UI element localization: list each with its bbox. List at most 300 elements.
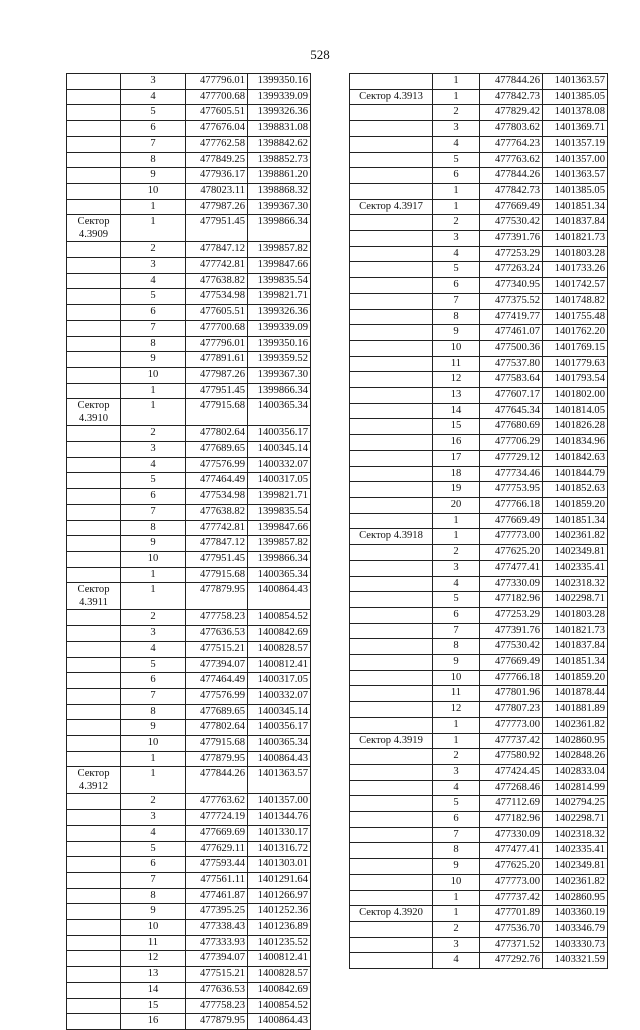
sector-cell — [350, 356, 433, 372]
x-coordinate-cell: 477891.61 — [186, 352, 248, 368]
table-row — [67, 951, 311, 967]
sector-cell — [67, 258, 121, 274]
sector-cell — [350, 639, 433, 655]
x-coordinate-cell: 477669.69 — [186, 825, 248, 841]
x-coordinate-cell: 477915.68 — [186, 567, 248, 583]
table-row — [67, 751, 311, 767]
table-row — [350, 513, 608, 529]
sector-cell — [350, 780, 433, 796]
point-number-cell: 7 — [121, 504, 186, 520]
table-row — [350, 921, 608, 937]
table-row — [350, 105, 608, 121]
y-coordinate-cell: 1401859.20 — [543, 497, 608, 513]
point-number-cell: 1 — [433, 183, 480, 199]
y-coordinate-cell: 1401316.72 — [248, 841, 311, 857]
x-coordinate-cell: 477583.64 — [480, 372, 543, 388]
x-coordinate-cell: 477802.64 — [186, 720, 248, 736]
sector-cell — [67, 489, 121, 505]
x-coordinate-cell: 477636.53 — [186, 982, 248, 998]
y-coordinate-cell: 1402318.32 — [543, 827, 608, 843]
x-coordinate-cell: 477576.99 — [186, 457, 248, 473]
y-coordinate-cell: 1402335.41 — [543, 843, 608, 859]
table-row — [67, 442, 311, 458]
point-number-cell: 16 — [433, 435, 480, 451]
x-coordinate-cell: 477802.64 — [186, 426, 248, 442]
table-row — [350, 325, 608, 341]
sector-cell — [350, 105, 433, 121]
y-coordinate-cell: 1400864.43 — [248, 583, 311, 610]
table-row — [350, 529, 608, 545]
x-coordinate-cell: 477636.53 — [186, 626, 248, 642]
point-number-cell: 1 — [121, 383, 186, 399]
y-coordinate-cell: 1399350.16 — [248, 74, 311, 90]
x-coordinate-cell: 477576.99 — [186, 688, 248, 704]
point-number-cell: 3 — [121, 442, 186, 458]
y-coordinate-cell: 1399835.54 — [248, 273, 311, 289]
x-coordinate-cell: 477182.96 — [480, 592, 543, 608]
table-row — [350, 827, 608, 843]
table-row — [350, 466, 608, 482]
table-row — [67, 258, 311, 274]
y-coordinate-cell: 1399339.09 — [248, 320, 311, 336]
sector-cell — [67, 242, 121, 258]
x-coordinate-cell: 477537.80 — [480, 356, 543, 372]
y-coordinate-cell: 1400356.17 — [248, 720, 311, 736]
y-coordinate-cell: 1402361.82 — [543, 874, 608, 890]
point-number-cell: 1 — [121, 583, 186, 610]
sector-cell — [67, 152, 121, 168]
x-coordinate-cell: 477764.23 — [480, 136, 543, 152]
sector-cell — [350, 859, 433, 875]
point-number-cell: 3 — [433, 121, 480, 137]
x-coordinate-cell: 477607.17 — [480, 388, 543, 404]
table-row — [350, 639, 608, 655]
table-row — [350, 812, 608, 828]
table-row — [67, 320, 311, 336]
table-row — [67, 583, 311, 610]
x-coordinate-cell: 477330.09 — [480, 827, 543, 843]
y-coordinate-cell: 1401344.76 — [248, 810, 311, 826]
sector-cell — [350, 702, 433, 718]
sector-cell — [350, 372, 433, 388]
sector-cell — [350, 419, 433, 435]
sector-cell — [67, 442, 121, 458]
point-number-cell: 6 — [121, 305, 186, 321]
point-number-cell: 8 — [433, 639, 480, 655]
y-coordinate-cell: 1402848.26 — [543, 749, 608, 765]
sector-cell — [350, 246, 433, 262]
point-number-cell: 1 — [433, 906, 480, 922]
y-coordinate-cell: 1401779.63 — [543, 356, 608, 372]
x-coordinate-cell: 477330.09 — [480, 576, 543, 592]
x-coordinate-cell: 477182.96 — [480, 812, 543, 828]
y-coordinate-cell: 1400365.34 — [248, 399, 311, 426]
y-coordinate-cell: 1402361.82 — [543, 529, 608, 545]
x-coordinate-cell: 477807.23 — [480, 702, 543, 718]
x-coordinate-cell: 477773.00 — [480, 717, 543, 733]
x-coordinate-cell: 477829.42 — [480, 105, 543, 121]
point-number-cell: 6 — [433, 607, 480, 623]
sector-cell — [350, 215, 433, 231]
point-number-cell: 7 — [433, 827, 480, 843]
y-coordinate-cell: 1402794.25 — [543, 796, 608, 812]
point-number-cell: 2 — [433, 749, 480, 765]
y-coordinate-cell: 1401851.34 — [543, 199, 608, 215]
y-coordinate-cell: 1399339.09 — [248, 89, 311, 105]
sector-cell: Сектор 4.3912 — [67, 767, 121, 794]
table-row — [67, 904, 311, 920]
point-number-cell: 1 — [121, 767, 186, 794]
point-number-cell: 4 — [121, 641, 186, 657]
sector-cell — [67, 872, 121, 888]
point-number-cell: 2 — [433, 545, 480, 561]
sector-cell — [67, 289, 121, 305]
point-number-cell: 2 — [121, 242, 186, 258]
point-number-cell: 10 — [433, 874, 480, 890]
y-coordinate-cell: 1398831.08 — [248, 121, 311, 137]
sector-cell — [67, 704, 121, 720]
table-row — [67, 626, 311, 642]
point-number-cell: 4 — [433, 136, 480, 152]
sector-cell — [350, 812, 433, 828]
coordinates-table-right — [349, 73, 608, 969]
table-row — [350, 937, 608, 953]
sector-cell — [67, 367, 121, 383]
sector-cell — [350, 592, 433, 608]
sector-cell — [350, 827, 433, 843]
x-coordinate-cell: 477689.65 — [186, 704, 248, 720]
y-coordinate-cell: 1399866.34 — [248, 383, 311, 399]
table-row — [350, 576, 608, 592]
point-number-cell: 5 — [121, 841, 186, 857]
table-row — [350, 607, 608, 623]
x-coordinate-cell: 477951.45 — [186, 383, 248, 399]
table-row — [350, 545, 608, 561]
sector-cell — [350, 953, 433, 969]
point-number-cell: 15 — [433, 419, 480, 435]
x-coordinate-cell: 477796.01 — [186, 336, 248, 352]
point-number-cell: 11 — [433, 356, 480, 372]
sector-cell: Сектор 4.3917 — [350, 199, 433, 215]
x-coordinate-cell: 477395.25 — [186, 904, 248, 920]
x-coordinate-cell: 477629.11 — [186, 841, 248, 857]
point-number-cell: 8 — [121, 520, 186, 536]
x-coordinate-cell: 477844.26 — [480, 168, 543, 184]
point-number-cell: 4 — [121, 273, 186, 289]
y-coordinate-cell: 1401252.36 — [248, 904, 311, 920]
table-row — [350, 890, 608, 906]
point-number-cell: 20 — [433, 497, 480, 513]
sector-cell — [67, 810, 121, 826]
sector-cell — [67, 536, 121, 552]
x-coordinate-cell: 477461.87 — [186, 888, 248, 904]
y-coordinate-cell: 1400864.43 — [248, 751, 311, 767]
point-number-cell: 3 — [433, 764, 480, 780]
table-row — [67, 857, 311, 873]
table-row — [67, 399, 311, 426]
table-row — [67, 998, 311, 1014]
x-coordinate-cell: 477253.29 — [480, 246, 543, 262]
table-row — [350, 560, 608, 576]
x-coordinate-cell: 477987.26 — [186, 199, 248, 215]
point-number-cell: 1 — [433, 513, 480, 529]
y-coordinate-cell: 1402298.71 — [543, 812, 608, 828]
x-coordinate-cell: 477801.96 — [480, 686, 543, 702]
x-coordinate-cell: 477689.65 — [186, 442, 248, 458]
table-row — [350, 702, 608, 718]
sector-cell — [67, 426, 121, 442]
sector-cell — [350, 717, 433, 733]
sector-cell — [67, 720, 121, 736]
table-row — [350, 655, 608, 671]
point-number-cell: 1 — [433, 717, 480, 733]
y-coordinate-cell: 1401803.28 — [543, 246, 608, 262]
sector-cell — [67, 183, 121, 199]
x-coordinate-cell: 477515.21 — [186, 641, 248, 657]
table-row — [350, 780, 608, 796]
y-coordinate-cell: 1403346.79 — [543, 921, 608, 937]
point-number-cell: 9 — [121, 168, 186, 184]
x-coordinate-cell: 477534.98 — [186, 289, 248, 305]
sector-cell — [67, 794, 121, 810]
x-coordinate-cell: 477333.93 — [186, 935, 248, 951]
point-number-cell: 13 — [433, 388, 480, 404]
table-row — [350, 859, 608, 875]
y-coordinate-cell: 1398842.62 — [248, 136, 311, 152]
y-coordinate-cell: 1399367.30 — [248, 199, 311, 215]
table-row — [350, 388, 608, 404]
x-coordinate-cell: 477391.76 — [480, 623, 543, 639]
x-coordinate-cell: 477263.24 — [480, 262, 543, 278]
point-number-cell: 2 — [433, 921, 480, 937]
y-coordinate-cell: 1400332.07 — [248, 457, 311, 473]
point-number-cell: 18 — [433, 466, 480, 482]
sector-cell — [350, 655, 433, 671]
sector-cell — [350, 843, 433, 859]
point-number-cell: 10 — [121, 920, 186, 936]
y-coordinate-cell: 1401363.57 — [543, 74, 608, 90]
x-coordinate-cell: 477112.69 — [480, 796, 543, 812]
table-row — [350, 592, 608, 608]
sector-cell — [67, 888, 121, 904]
point-number-cell: 9 — [121, 352, 186, 368]
y-coordinate-cell: 1401363.57 — [248, 767, 311, 794]
point-number-cell: 8 — [433, 309, 480, 325]
sector-cell — [67, 168, 121, 184]
sector-cell — [67, 951, 121, 967]
point-number-cell: 7 — [121, 136, 186, 152]
point-number-cell: 7 — [121, 872, 186, 888]
sector-cell — [67, 688, 121, 704]
table-row — [350, 231, 608, 247]
point-number-cell: 11 — [433, 686, 480, 702]
sector-cell — [350, 450, 433, 466]
sector-cell — [350, 231, 433, 247]
sector-cell — [350, 278, 433, 294]
y-coordinate-cell: 1401793.54 — [543, 372, 608, 388]
y-coordinate-cell: 1402814.99 — [543, 780, 608, 796]
y-coordinate-cell: 1398861.20 — [248, 168, 311, 184]
table-row — [67, 105, 311, 121]
sector-cell — [350, 262, 433, 278]
x-coordinate-cell: 477849.25 — [186, 152, 248, 168]
sector-cell — [350, 121, 433, 137]
point-number-cell: 1 — [433, 199, 480, 215]
table-row — [67, 841, 311, 857]
y-coordinate-cell: 1400812.41 — [248, 657, 311, 673]
y-coordinate-cell: 1399326.36 — [248, 105, 311, 121]
page-number: 528 — [310, 47, 330, 62]
point-number-cell: 2 — [121, 426, 186, 442]
x-coordinate-cell: 477391.76 — [480, 231, 543, 247]
table-row — [67, 1014, 311, 1030]
x-coordinate-cell: 477766.18 — [480, 670, 543, 686]
x-coordinate-cell: 477625.20 — [480, 545, 543, 561]
y-coordinate-cell: 1400356.17 — [248, 426, 311, 442]
sector-cell — [67, 673, 121, 689]
x-coordinate-cell: 477763.62 — [186, 794, 248, 810]
table-row — [350, 796, 608, 812]
sector-cell — [350, 545, 433, 561]
point-number-cell: 3 — [121, 810, 186, 826]
y-coordinate-cell: 1401363.57 — [543, 168, 608, 184]
y-coordinate-cell: 1401266.97 — [248, 888, 311, 904]
x-coordinate-cell: 477419.77 — [480, 309, 543, 325]
point-number-cell: 3 — [433, 560, 480, 576]
point-number-cell: 7 — [121, 688, 186, 704]
point-number-cell: 3 — [433, 937, 480, 953]
sector-cell — [67, 199, 121, 215]
y-coordinate-cell: 1399857.82 — [248, 242, 311, 258]
sector-cell — [350, 74, 433, 90]
point-number-cell: 3 — [121, 626, 186, 642]
x-coordinate-cell: 477292.76 — [480, 953, 543, 969]
y-coordinate-cell: 1400828.57 — [248, 641, 311, 657]
table-row — [67, 168, 311, 184]
sector-cell — [67, 1014, 121, 1030]
point-number-cell: 4 — [121, 457, 186, 473]
y-coordinate-cell: 1401236.89 — [248, 920, 311, 936]
x-coordinate-cell: 477936.17 — [186, 168, 248, 184]
y-coordinate-cell: 1400317.05 — [248, 673, 311, 689]
y-coordinate-cell: 1401733.26 — [543, 262, 608, 278]
point-number-cell: 5 — [121, 289, 186, 305]
y-coordinate-cell: 1402318.32 — [543, 576, 608, 592]
table-row — [67, 520, 311, 536]
table-row — [350, 89, 608, 105]
point-number-cell: 1 — [433, 733, 480, 749]
sector-cell — [350, 325, 433, 341]
x-coordinate-cell: 477638.82 — [186, 504, 248, 520]
y-coordinate-cell: 1401842.63 — [543, 450, 608, 466]
point-number-cell: 10 — [433, 340, 480, 356]
table-row — [350, 199, 608, 215]
table-row — [67, 504, 311, 520]
x-coordinate-cell: 478023.11 — [186, 183, 248, 199]
y-coordinate-cell: 1399847.66 — [248, 520, 311, 536]
y-coordinate-cell: 1400812.41 — [248, 951, 311, 967]
table-row — [350, 340, 608, 356]
point-number-cell: 4 — [433, 246, 480, 262]
y-coordinate-cell: 1401844.79 — [543, 466, 608, 482]
sector-cell: Сектор 4.3918 — [350, 529, 433, 545]
point-number-cell: 5 — [433, 796, 480, 812]
table-row — [350, 749, 608, 765]
y-coordinate-cell: 1401837.84 — [543, 215, 608, 231]
sector-cell — [350, 749, 433, 765]
sector-cell — [67, 841, 121, 857]
x-coordinate-cell: 477340.95 — [480, 278, 543, 294]
point-number-cell: 10 — [121, 551, 186, 567]
point-number-cell: 6 — [121, 857, 186, 873]
y-coordinate-cell: 1402349.81 — [543, 545, 608, 561]
point-number-cell: 9 — [433, 325, 480, 341]
x-coordinate-cell: 477879.95 — [186, 1014, 248, 1030]
sector-cell — [67, 736, 121, 752]
table-row — [67, 794, 311, 810]
y-coordinate-cell: 1399326.36 — [248, 305, 311, 321]
table-row — [350, 246, 608, 262]
x-coordinate-cell: 477700.68 — [186, 320, 248, 336]
table-row — [67, 136, 311, 152]
table-row — [67, 242, 311, 258]
table-row — [350, 670, 608, 686]
y-coordinate-cell: 1400365.34 — [248, 736, 311, 752]
point-number-cell: 17 — [433, 450, 480, 466]
x-coordinate-cell: 477734.46 — [480, 466, 543, 482]
table-row — [67, 215, 311, 242]
sector-cell — [67, 610, 121, 626]
sector-cell: Сектор 4.3909 — [67, 215, 121, 242]
table-row — [67, 704, 311, 720]
point-number-cell: 1 — [121, 751, 186, 767]
sector-cell — [67, 626, 121, 642]
point-number-cell: 9 — [121, 720, 186, 736]
table-row — [350, 623, 608, 639]
y-coordinate-cell: 1401826.28 — [543, 419, 608, 435]
point-number-cell: 2 — [121, 610, 186, 626]
sector-cell — [350, 388, 433, 404]
x-coordinate-cell: 477742.81 — [186, 258, 248, 274]
table-row — [67, 935, 311, 951]
sector-cell: Сектор 4.3919 — [350, 733, 433, 749]
sector-cell — [350, 340, 433, 356]
point-number-cell: 6 — [433, 812, 480, 828]
sector-cell — [67, 520, 121, 536]
table-row — [67, 121, 311, 137]
y-coordinate-cell: 1400345.14 — [248, 704, 311, 720]
sector-cell — [350, 670, 433, 686]
table-row — [67, 352, 311, 368]
table-row — [67, 551, 311, 567]
sector-cell — [350, 136, 433, 152]
y-coordinate-cell: 1401821.73 — [543, 231, 608, 247]
point-number-cell: 9 — [121, 536, 186, 552]
x-coordinate-cell: 477580.92 — [480, 749, 543, 765]
table-row — [350, 183, 608, 199]
table-row — [350, 121, 608, 137]
point-number-cell: 5 — [433, 592, 480, 608]
table-row — [350, 906, 608, 922]
y-coordinate-cell: 1399866.34 — [248, 215, 311, 242]
table-row — [67, 888, 311, 904]
sector-cell — [67, 136, 121, 152]
x-coordinate-cell: 477676.04 — [186, 121, 248, 137]
y-coordinate-cell: 1401859.20 — [543, 670, 608, 686]
y-coordinate-cell: 1403360.19 — [543, 906, 608, 922]
x-coordinate-cell: 477669.49 — [480, 655, 543, 671]
table-row — [350, 356, 608, 372]
